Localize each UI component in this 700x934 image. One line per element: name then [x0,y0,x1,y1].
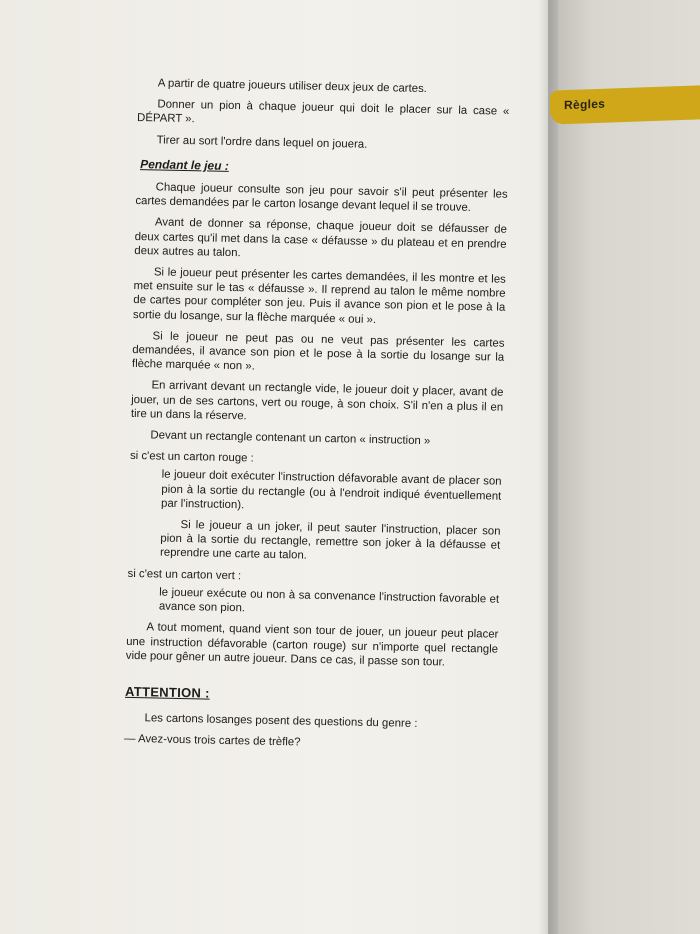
final-paragraph: A tout moment, quand vient son tour de jouer, un joueur peut placer une instruction défavorable (carton rouge) sur n'importe quel rectangle vide pour gêner un autre joueur. Dans ce cas, il passe son tour. [125,621,499,669]
game-paragraph: Si le joueur ne peut pas ou ne veut pas présenter les cartes demandées, il avance son pion et le pose à la sortie du losange sur la flèche marquée « non ». [131,330,505,373]
green-item: le joueur exécute ou non à sa convenance l'instruction favorable et avance son pion. [158,586,500,615]
book-gutter [538,0,558,934]
game-paragraph: En arrivant devant un rectangle vide, le joueur doit y placer, avant de jouer, un de ses cartons, vert ou rouge, à son choix. S'il n'en a plus il en tire un dans la réserve. [130,379,504,423]
rules-text [124,76,510,754]
right-page [548,0,700,934]
green-condition: si c'est un carton vert : [127,567,242,582]
red-item: Si le joueur a un joker, il peut sauter l'instruction, placer son pion à la sortie du rectangle, remettre son joker à la défausse et reprendre une carte au talon. [159,519,501,563]
section-tab[interactable] [550,85,700,124]
heading-attention: ATTENTION : [124,683,210,701]
attention-item: — Avez-vous trois cartes de trèfle? [123,733,301,749]
game-paragraph: Avant de donner sa réponse, chaque joueur doit se défausser de deux cartes qu'il met dans la case « défausse » du plateau et en prendre deux autres au talon. [134,216,507,260]
attention-paragraph: Les cartons losanges posent des questions du genre : [144,712,418,731]
intro-paragraph: Donner un pion à chaque joueur qui doit le placer sur la case « DÉPART ». [136,98,510,126]
red-item: le joueur doit exécuter l'instruction défavorable avant de placer son pion à la sortie du rectangle (ou à l'endroit indiqué éventuellement par l'instruction). [160,469,502,512]
intro-paragraph: A partir de quatre joueurs utiliser deux jeux de cartes. [157,77,428,96]
game-paragraph: Si le joueur peut présenter les cartes demandées, il les montre et les met ensuite sur le tas « défausse ». Il reprend au talon le même nombre de cartes pour compléter son jeu. Puis il avance son pion et le pose à la sortie du losange, sur la flèche marquée « oui ». [132,266,506,326]
red-items [160,468,502,567]
heading-game: Pendant le jeu : [140,156,229,173]
game-paragraph: Chaque joueur consulte son jeu pour savoir s'il peut présenter les cartes demandées par le carton losange devant lequel il se trouve. [135,181,508,215]
green-items [159,585,500,621]
red-condition: si c'est un carton rouge : [129,450,254,465]
section-tab-label: Règles [564,96,606,113]
game-paragraph: Devant un rectangle contenant un carton « instruction » [150,429,431,448]
intro-paragraph: Tirer au sort l'ordre dans lequel on jouera. [156,134,368,151]
